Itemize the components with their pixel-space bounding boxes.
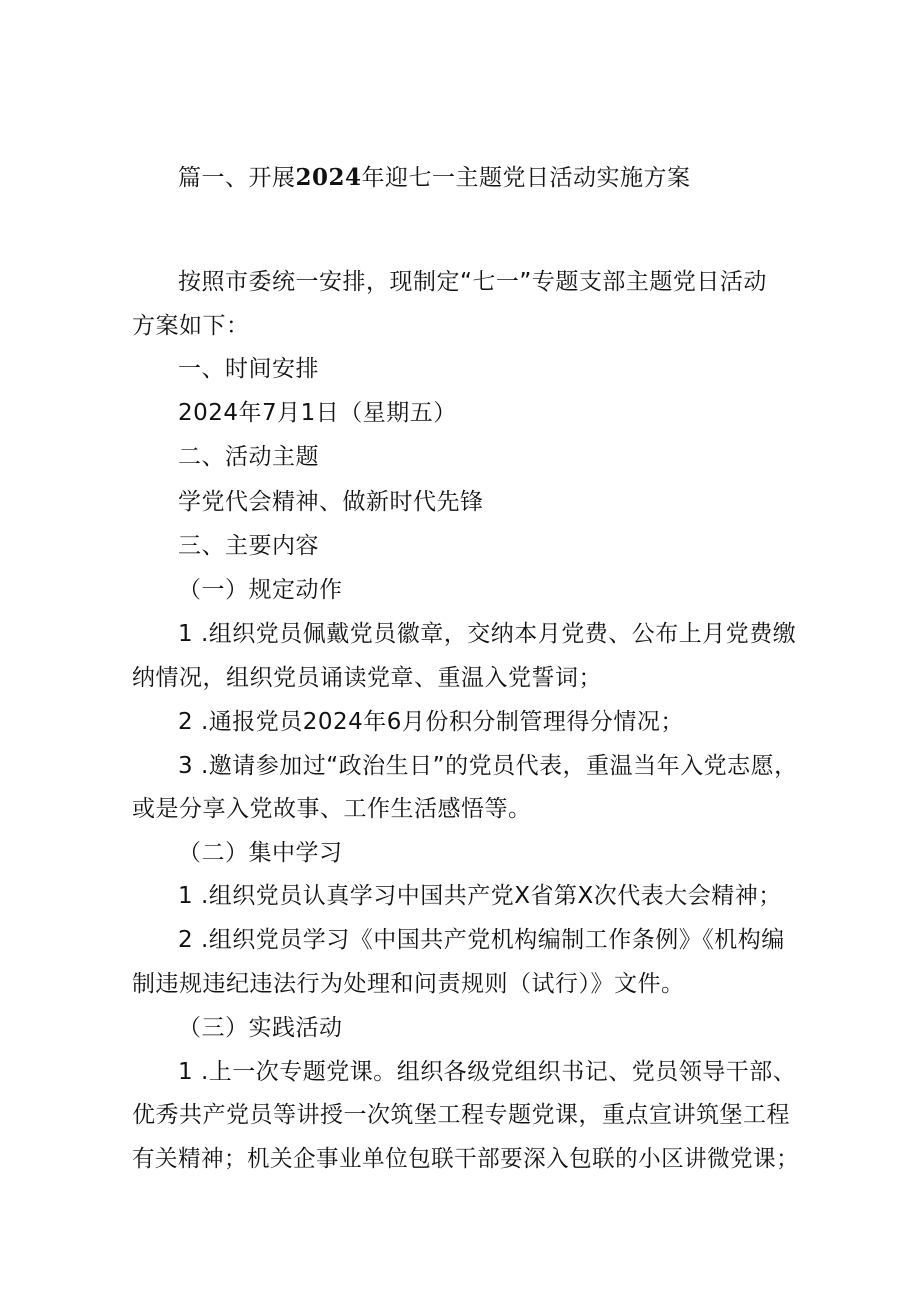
section-heading-time: 一、时间安排 [178, 356, 319, 382]
item-1-2: 2 .通报党员2024年6月份积分制管理得分情况； [178, 709, 684, 735]
title-prefix: 篇一、开展 [178, 165, 296, 191]
time-value: 2024年7月1日（星期五） [178, 400, 457, 426]
item-1-3-line-1: 3 .邀请参加过“政治生日”的党员代表，重温当年入党志愿， [178, 753, 798, 779]
section-heading-theme: 二、活动主题 [178, 444, 319, 470]
item-3-1-line-3: 有关精神；机关企事业单位包联干部要深入包联的小区讲微党课； [132, 1146, 800, 1172]
document-title [178, 163, 691, 193]
subsection-heading-2: （二）集中学习 [178, 840, 343, 866]
title-year: 2024 [295, 164, 362, 191]
item-2-1: 1 .组织党员认真学习中国共产党X省第X次代表大会精神； [178, 883, 782, 909]
item-1-3-line-2: 或是分享入党故事、工作生活感悟等。 [132, 796, 532, 822]
subsection-heading-1: （一）规定动作 [178, 577, 343, 603]
intro-line-2: 方案如下： [132, 313, 250, 339]
subsection-heading-3: （三）实践活动 [178, 1015, 343, 1041]
item-2-2-line-2: 制违规违纪违法行为处理和问责规则（试行）》文件。 [132, 971, 685, 997]
section-heading-content: 三、主要内容 [178, 533, 319, 559]
theme-value: 学党代会精神、做新时代先锋 [178, 489, 484, 515]
item-3-1-line-1: 1 .上一次专题党课。组织各级党组织书记、党员领导干部、 [178, 1059, 797, 1085]
item-1-1-line-2: 纳情况，组织党员诵读党章、重温入党誓词； [132, 665, 602, 691]
item-3-1-line-2: 优秀共产党员等讲授一次筑堡工程专题党课，重点宣讲筑堡工程 [132, 1102, 790, 1128]
title-suffix: 年迎七一主题党日活动实施方案 [361, 165, 691, 191]
item-2-2-line-1: 2 .组织党员学习《中国共产党机构编制工作条例》《机构编 [178, 927, 785, 953]
item-1-1-line-1: 1 .组织党员佩戴党员徽章，交纳本月党费、公布上月党费缴 [178, 621, 797, 647]
intro-line-1: 按照市委统一安排，现制定“七一”专题支部主题党日活动 [178, 269, 767, 295]
